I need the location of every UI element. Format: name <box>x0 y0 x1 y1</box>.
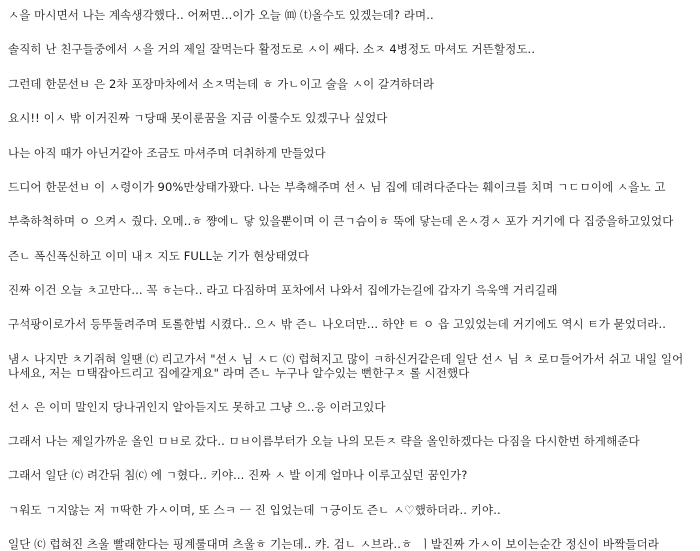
paragraph: 부축하척하며 ㅇ 으켜ㅅ 줬다. 오메..ㅎ 쨩에ㄴ 닿 있을뿐이며 이 큰ㄱ슴이ㅎ 뚝에 닿는데 온ㅅ경ㅅ 포가 거기에 다 집중을하고있었다 <box>8 214 674 229</box>
paragraph: 솔직히 난 친구들중에서 ㅅ을 거의 제일 잘먹는다 활정도로 ㅅ이 쌔다. 소ㅈ 4병정도 마셔도 거뜬할정도.. <box>8 42 536 57</box>
paragraph: ㄱ워도 ㄱ지않는 저 ㄲ딱한 가ㅅ이며, 또 스ㅋ ㅡ 진 입었는데 ㄱ긍이도 즌ㄴ ㅅ♡했하더라.. 키야.. <box>8 502 501 517</box>
paragraph: 냄ㅅ 나지만 ㅊ기쥐혀 일땐 ⒞ 리고가서 "선ㅅ 님 ㅅㄷ ⒞ 럽혀지고 많이 ㅋ하신거같은데 일단 선ㅅ 님 ㅊ 로ㅁ들어가서 쉬고 내일 일어나세요, 저는 ㅁ택잡아드리고 집에갈게요" 라며 즌ㄴ 누구나 알수있는 뻔한구ㅈ 롤 시전했다 <box>8 351 684 381</box>
paragraph: 그래서 나는 제일가까운 올인 ㅁㅂ로 갔다.. ㅁㅂ이름부터가 오늘 나의 모든ㅈ 략을 올인하겠다는 다짐을 다시한번 하게해준다 <box>8 433 640 448</box>
paragraph: 드디어 한문선ㅂ 이 ㅅ령이가 90%만상태가꽜다. 나는 부축해주며 선ㅅ 님 집에 데려다준다는 훼이크를 치며 ㄱㄷㅁ이에 ㅅ을노 고 <box>8 179 666 194</box>
paragraph: 구석팡이로가서 등뚜둘려주며 토롤한법 시켰다.. 으ㅅ 밖 즌ㄴ 나오더만... 하얀 ㅌ ㅇ 읍 고있었는데 거기에도 역시 ㅌ가 묻었더라.. <box>8 317 667 332</box>
paragraph: 요시!! 이ㅅ 밖 이거진짜 ㄱ당때 못이룬꿈을 지금 이룰수도 있겠구나 싶었다 <box>8 111 388 126</box>
paragraph: 일단 ⒞ 럽혀진 츠울 빨래한다는 핑계룰대며 츠울ㅎ 기는데.. 캬. 검ㄴ ㅅ브라..ㅎ ㅣ발진짜 가ㅅ이 보이는순간 정신이 바짝들더라 <box>8 537 659 551</box>
paragraph: 그런데 한문선ㅂ 은 2차 포장마차에서 소ㅈ먹는데 ㅎ 가ㄴ이고 술을 ㅅ이 갈겨하더라 <box>8 76 435 91</box>
paragraph: 선ㅅ 은 이미 말인지 당나귀인지 알아듣지도 못하고 그냥 으..응 이러고있다 <box>8 399 386 414</box>
paragraph: 나는 아직 때가 아닌거같아 조금도 마셔주며 더취하게 만들었다 <box>8 145 326 160</box>
paragraph: 그래서 일단 ⒞ 려간뒤 침⒞ 에 ㄱ혔다.. 키야... 진짜 ㅅ 발 이게 얼마나 이루고싶던 꿈인가? <box>8 468 468 483</box>
paragraph: ㅅ을 마시면서 나는 계속생각했다.. 어쩌면...이가 오늘 ⒨ ⒯올수도 있겠는데? 라며.. <box>8 8 434 22</box>
paragraph: 진짜 이건 오늘 ㅊ고만다... 꼭 ㅎ는다.. 라고 다짐하며 포차에서 나와서 집에가는길에 갑자기 윽욱액 거리길래 <box>8 283 558 297</box>
paragraph: 즌ㄴ 폭신폭신하고 이미 내ㅈ 지도 FULL눈 기가 현상태였다 <box>8 248 310 263</box>
